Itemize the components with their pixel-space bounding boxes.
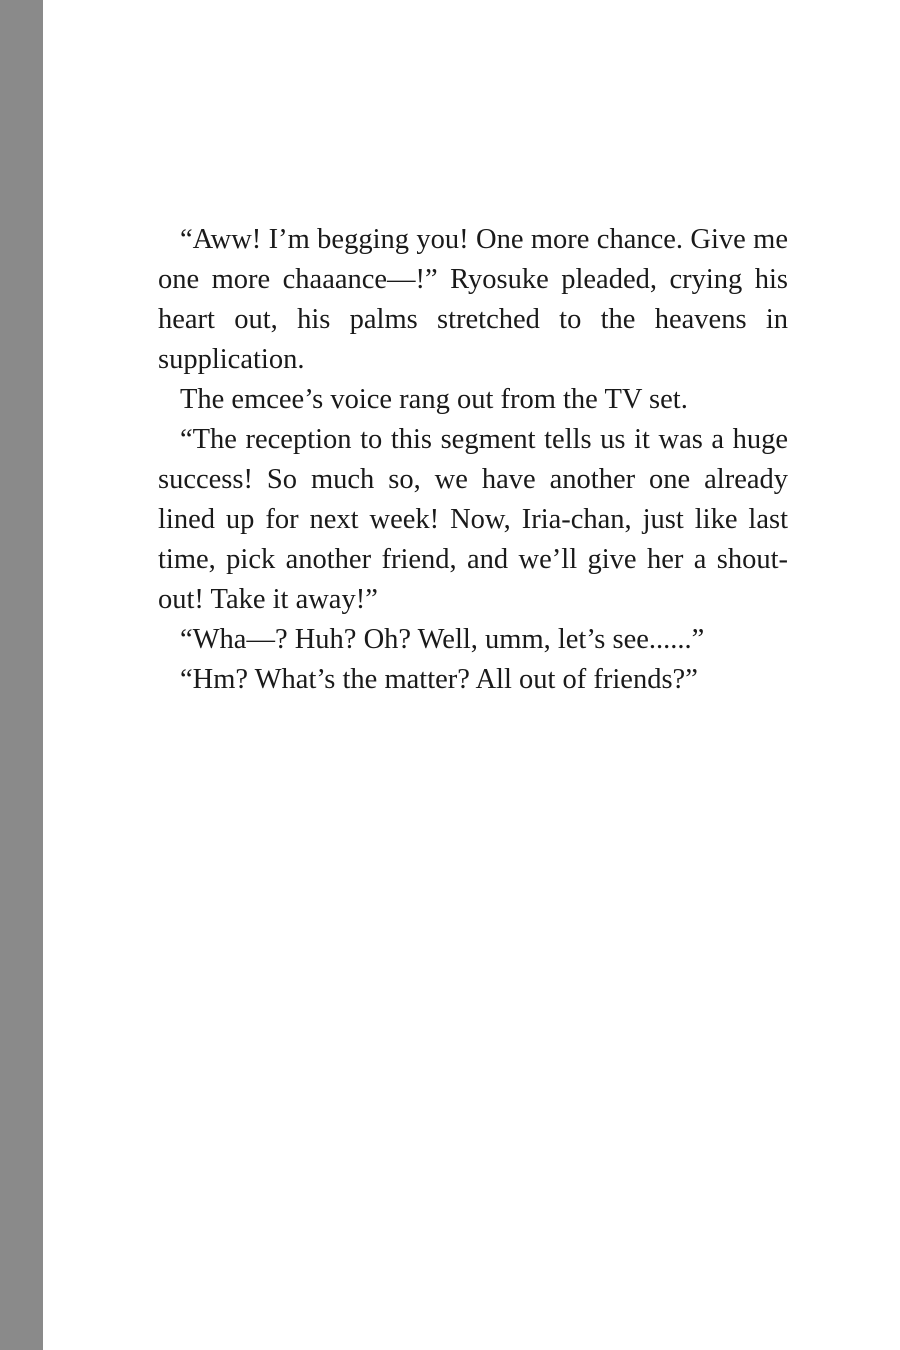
paragraph-iria-reply: “Wha—? Huh? Oh? Well, umm, let’s see......” (180, 624, 705, 655)
page-edge-bar (0, 0, 43, 1350)
paragraph-emcee-announcement: “The reception to this segment tells us it was a huge success! So much so, we have another one already lined up for next week! Now, Iria-chan, just like last time, pick another friend, and we’ll give her a shout-out! Take it away!” (158, 424, 788, 615)
paragraph-ryosuke-plea: “Aww! I’m begging you! One more chance. Give me one more chaaance—!” Ryosuke pleaded, crying his heart out, his palms stretched to the heavens in supplication. (158, 224, 788, 375)
book-page (43, 0, 900, 1350)
paragraph-emcee-voice: The emcee’s voice rang out from the TV set. (180, 384, 688, 415)
body-text (158, 220, 788, 700)
paragraph-emcee-question: “Hm? What’s the matter? All out of friends?” (180, 664, 698, 695)
